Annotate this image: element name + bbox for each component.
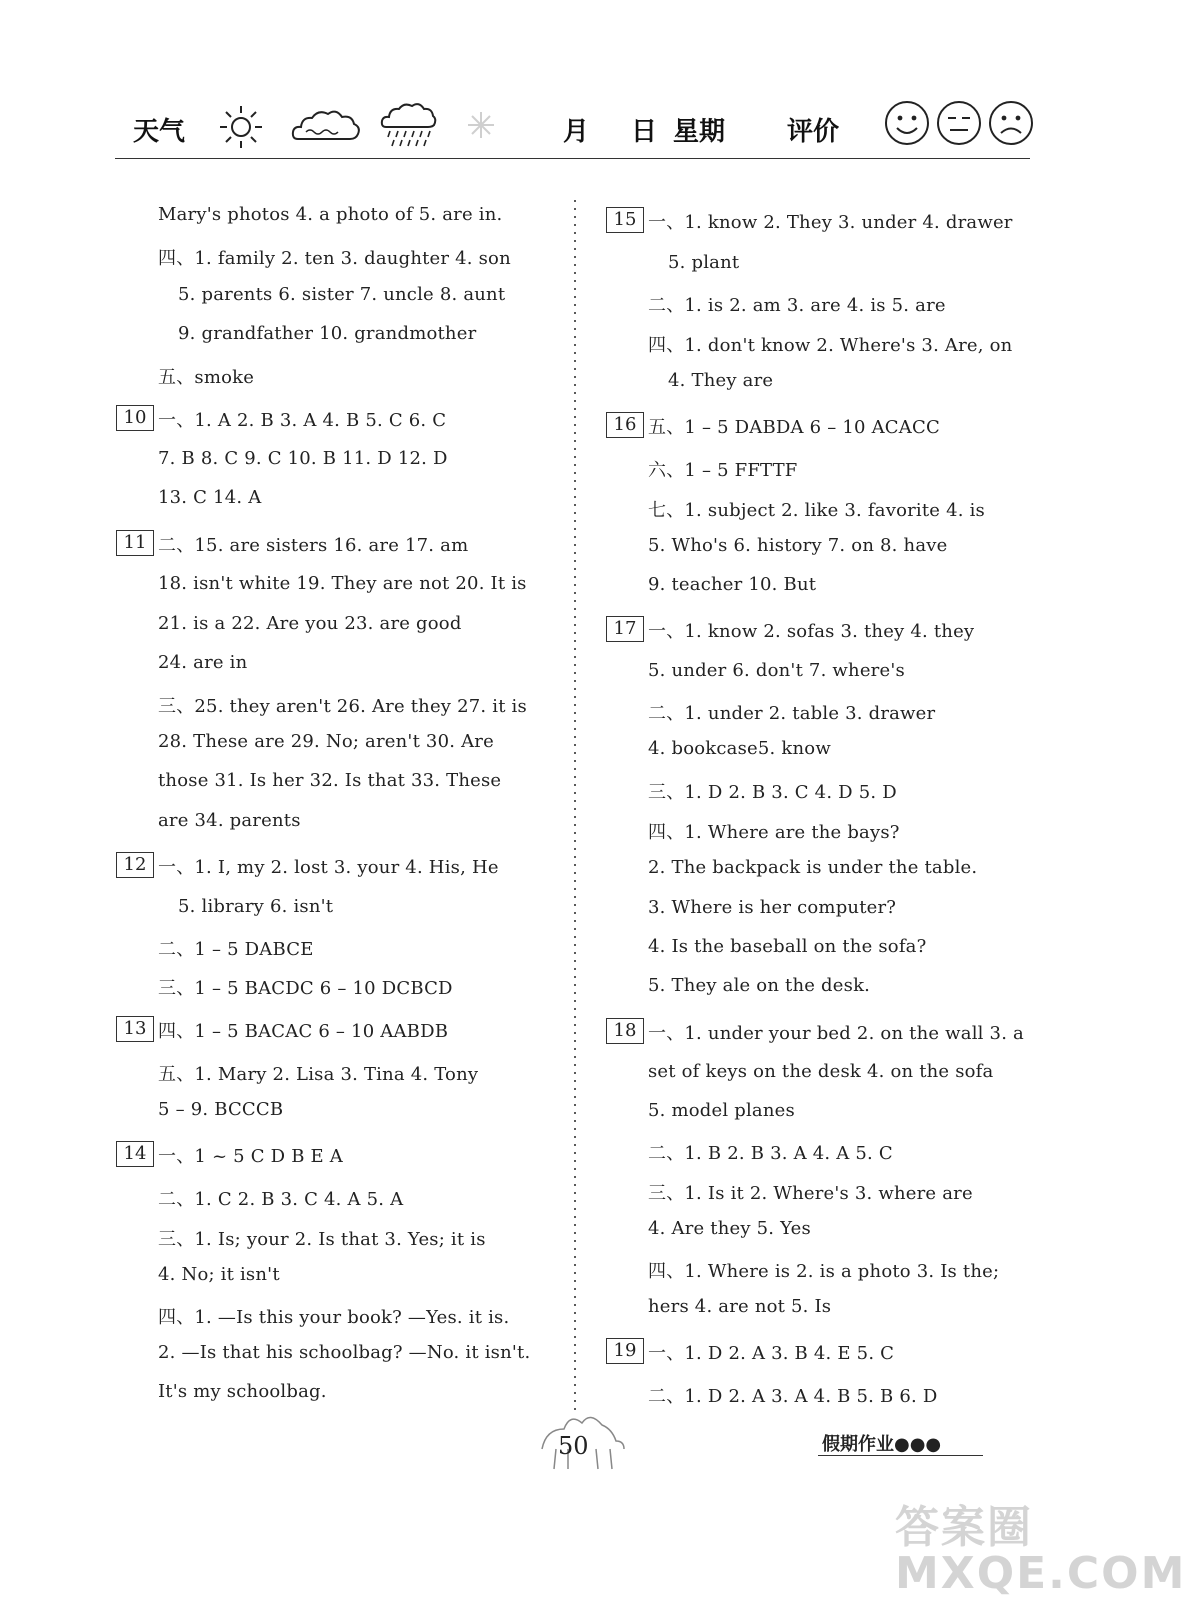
column-divider [572, 200, 578, 1410]
page-number: 50 [558, 1432, 589, 1460]
answer-line: 四、1. —Is this your book? —Yes. it is. [158, 1307, 510, 1328]
answer-line: 3. Where is her computer? [648, 897, 897, 918]
answer-line: those 31. Is her 32. Is that 33. These [158, 770, 502, 791]
answer-line: 18. isn't white 19. They are not 20. It is [158, 573, 527, 594]
answer-line: 七、1. subject 2. like 3. favorite 4. is [648, 500, 985, 521]
answer-line: 三、1. Is it 2. Where's 3. where are [648, 1183, 973, 1204]
answer-line: 24. are in [158, 652, 248, 673]
answer-line: 一、1. know 2. They 3. under 4. drawer [648, 212, 1013, 233]
weather-label: 天气 [133, 117, 186, 147]
answer-line: 五、smoke [158, 367, 255, 388]
answer-line: 7. B 8. C 9. C 10. B 11. D 12. D [158, 448, 448, 469]
answer-line: 三、1. Is; your 2. Is that 3. Yes; it is [158, 1229, 486, 1250]
rain-cloud-icon [380, 101, 436, 149]
answer-line: 一、1. know 2. sofas 3. they 4. they [648, 621, 975, 642]
answer-line: It's my schoolbag. [158, 1381, 327, 1402]
answer-line: are 34. parents [158, 810, 301, 831]
answer-line: 4. bookcase5. know [648, 738, 831, 759]
section-badge: 10 [116, 405, 154, 431]
snow-icon [465, 109, 497, 141]
page-header [115, 95, 1030, 160]
cloud-icon [290, 105, 362, 145]
answer-line: 5. parents 6. sister 7. uncle 8. aunt [178, 284, 506, 305]
weekday-label: 星期 [673, 117, 726, 147]
answer-line: 一、1. A 2. B 3. A 4. B 5. C 6. C [158, 410, 447, 431]
answer-line: 5. library 6. isn't [178, 896, 334, 917]
answer-line: 5. Who's 6. history 7. on 8. have [648, 535, 948, 556]
answer-line: 5. They ale on the desk. [648, 975, 871, 996]
footer-label [822, 1430, 941, 1456]
answer-line: 二、1. C 2. B 3. C 4. A 5. A [158, 1189, 404, 1210]
section-badge: 11 [116, 530, 154, 556]
footer-rule [818, 1455, 983, 1456]
answer-line: 四、1 – 5 BACAC 6 – 10 AABDB [158, 1021, 449, 1042]
answer-line: 13. C 14. A [158, 487, 262, 508]
header-rule [115, 158, 1030, 159]
answer-line: 5. under 6. don't 7. where's [648, 660, 905, 681]
answer-line: 21. is a 22. Are you 23. are good [158, 613, 462, 634]
month-label: 月 [563, 117, 590, 147]
watermark-text: 答案圈 MXQE.COM [895, 1502, 1186, 1599]
day-label: 日 [631, 117, 658, 147]
footer-dots: ●●● [894, 1434, 942, 1455]
smiley-neutral-icon [935, 99, 983, 147]
watermark [895, 1502, 1186, 1599]
answer-line: 二、15. are sisters 16. are 17. am [158, 535, 469, 556]
answer-line: 三、1. D 2. B 3. C 4. D 5. D [648, 782, 897, 803]
section-badge: 19 [606, 1338, 644, 1364]
answer-line: hers 4. are not 5. Is [648, 1296, 832, 1317]
answer-line: 四、1. Where is 2. is a photo 3. Is the; [648, 1261, 1000, 1282]
answer-line: 二、1. D 2. A 3. A 4. B 5. B 6. D [648, 1386, 938, 1407]
answer-line: 四、1. don't know 2. Where's 3. Are, on [648, 335, 1013, 356]
smiley-happy-icon [883, 99, 931, 147]
answer-line: 二、1. B 2. B 3. A 4. A 5. C [648, 1143, 893, 1164]
answer-line: 5 – 9. BCCCB [158, 1099, 284, 1120]
smiley-sad-icon [987, 99, 1035, 147]
answer-line: 9. teacher 10. But [648, 574, 817, 595]
answer-line: 五、1 – 5 DABDA 6 – 10 ACACC [648, 417, 940, 438]
answer-line: 一、1. I, my 2. lost 3. your 4. His, He [158, 857, 499, 878]
answer-line: Mary's photos 4. a photo of 5. are in. [158, 204, 503, 225]
answer-line: 一、1. under your bed 2. on the wall 3. a [648, 1023, 1024, 1044]
section-badge: 16 [606, 412, 644, 438]
answer-line: 四、1. family 2. ten 3. daughter 4. son [158, 248, 511, 269]
answer-line: 六、1 – 5 FFTTF [648, 460, 798, 481]
answer-line: 五、1. Mary 2. Lisa 3. Tina 4. Tony [158, 1064, 479, 1085]
rating-label: 评价 [787, 117, 840, 147]
answer-line: 5. plant [668, 252, 740, 273]
section-badge: 12 [116, 852, 154, 878]
answer-line: 二、1. under 2. table 3. drawer [648, 703, 936, 724]
section-badge: 18 [606, 1018, 644, 1044]
section-badge: 17 [606, 616, 644, 642]
footer-title: 假期作业 [822, 1434, 894, 1455]
section-badge: 14 [116, 1141, 154, 1167]
answer-line: 四、1. Where are the bays? [648, 822, 900, 843]
answer-line: 4. Is the baseball on the sofa? [648, 936, 927, 957]
section-badge: 15 [606, 207, 644, 233]
answer-line: 28. These are 29. No; aren't 30. Are [158, 731, 494, 752]
answer-line: 三、25. they aren't 26. Are they 27. it is [158, 696, 527, 717]
answer-line: 二、1 – 5 DABCE [158, 939, 314, 960]
sun-icon [217, 103, 265, 151]
section-badge: 13 [116, 1016, 154, 1042]
answer-line: 三、1 – 5 BACDC 6 – 10 DCBCD [158, 978, 453, 999]
answer-line: 9. grandfather 10. grandmother [178, 323, 477, 344]
answer-line: 2. —Is that his schoolbag? —No. it isn't. [158, 1342, 531, 1363]
answer-line: 5. model planes [648, 1100, 795, 1121]
answer-line: set of keys on the desk 4. on the sofa [648, 1061, 994, 1082]
answer-line: 2. The backpack is under the table. [648, 857, 978, 878]
answer-line: 一、1. D 2. A 3. B 4. E 5. C [648, 1343, 895, 1364]
answer-line: 4. Are they 5. Yes [648, 1218, 811, 1239]
answer-line: 4. No; it isn't [158, 1264, 280, 1285]
answer-line: 二、1. is 2. am 3. are 4. is 5. are [648, 295, 946, 316]
answer-line: 一、1 ~ 5 C D B E A [158, 1146, 344, 1167]
answer-line: 4. They are [668, 370, 774, 391]
